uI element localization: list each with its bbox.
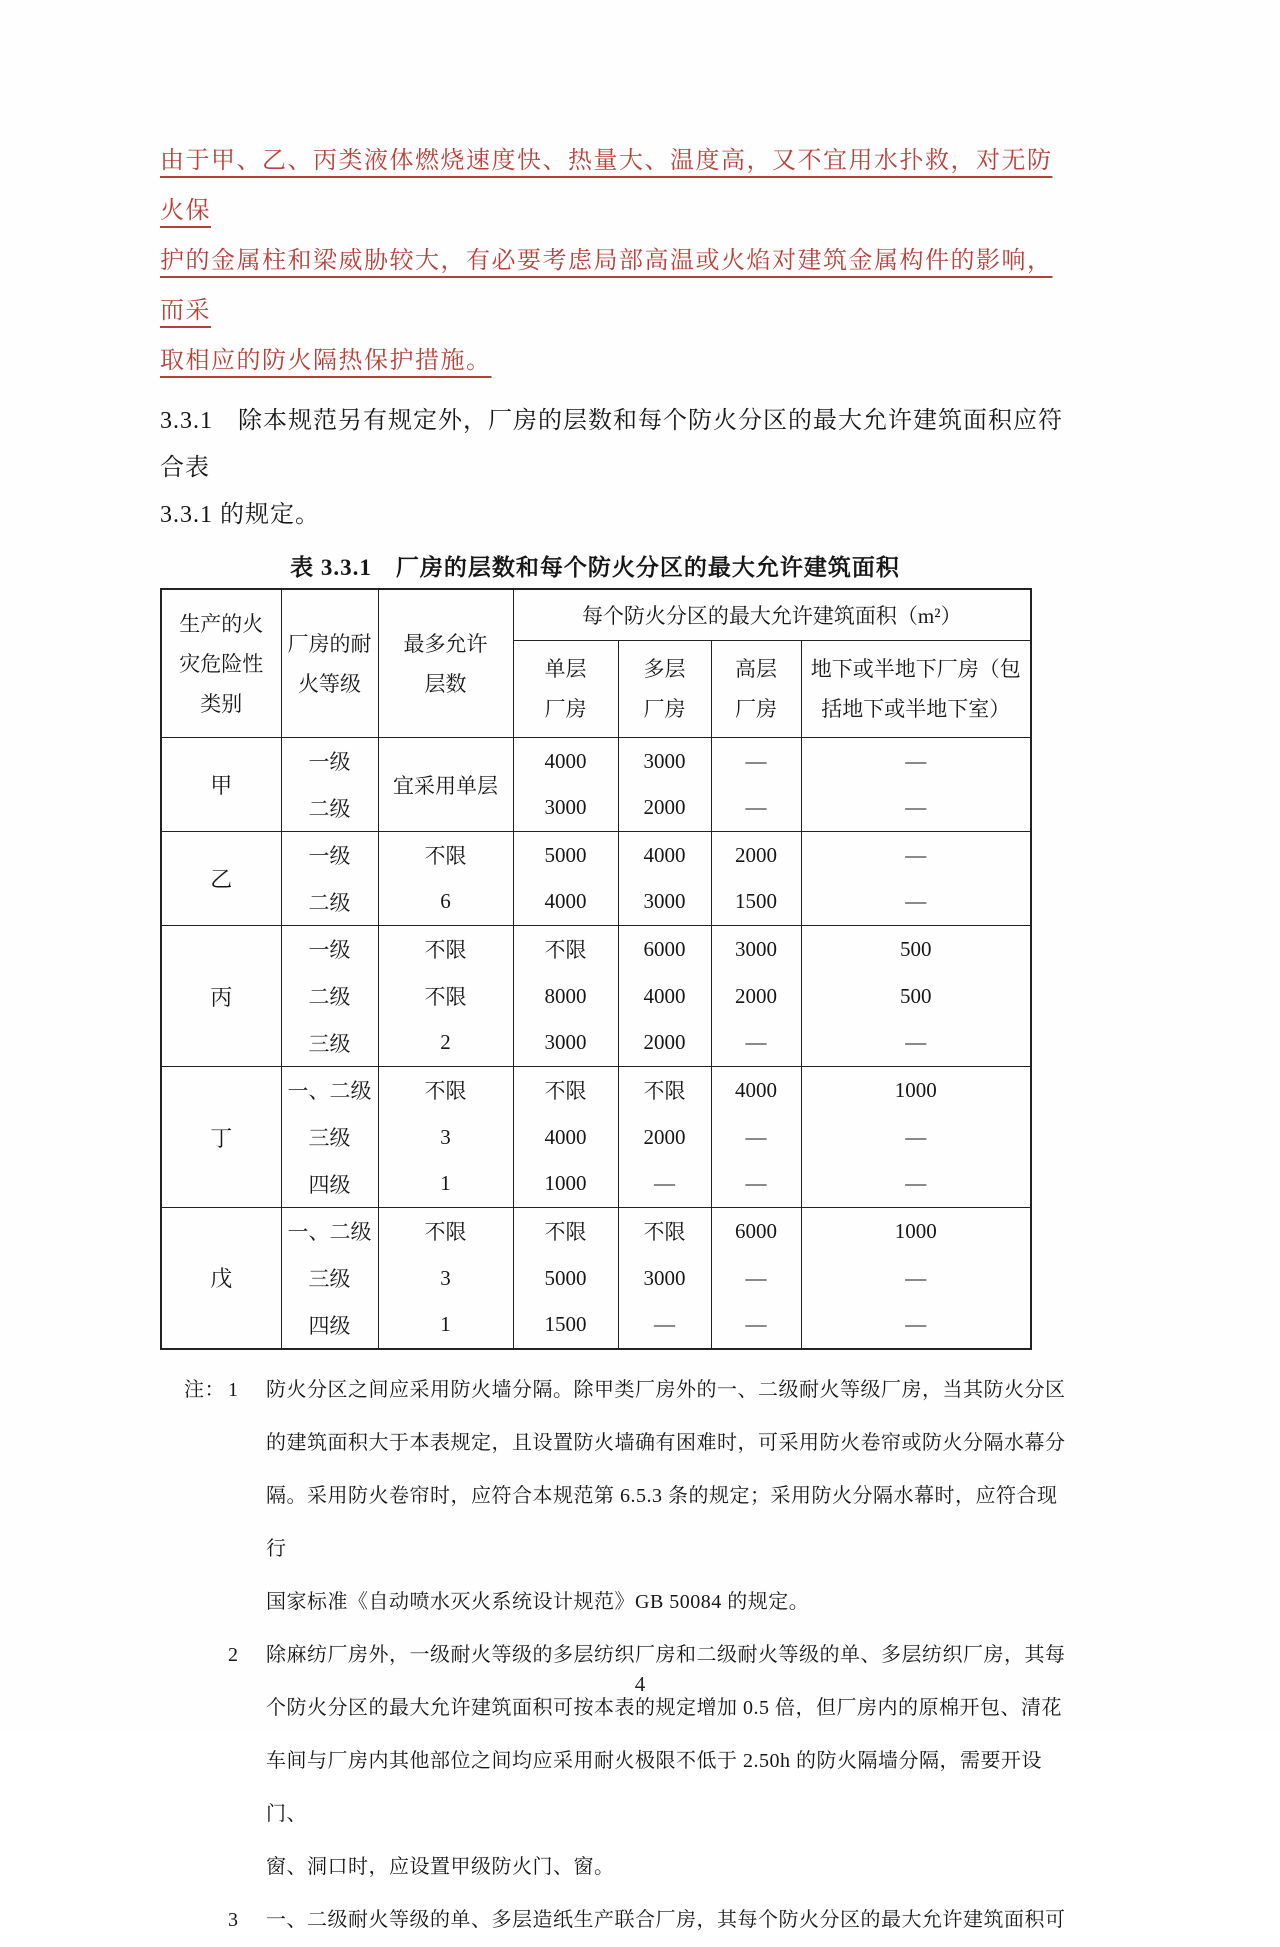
cell-multi: 2000: [618, 1114, 711, 1161]
table-row: [161, 832, 1031, 879]
cell-single: 4000: [513, 738, 618, 785]
table-row: [161, 879, 1031, 926]
cell-grade: 三级: [281, 1114, 378, 1161]
note-number: 2: [228, 1643, 239, 1666]
cell-high: 3000: [711, 926, 801, 973]
cell-floors: 3: [378, 1114, 513, 1161]
table-row: [161, 1208, 1031, 1255]
cell-grade: 三级: [281, 1255, 378, 1302]
cell-high: —: [711, 1020, 801, 1067]
cell-category: 丁: [161, 1067, 281, 1208]
cell-category: 乙: [161, 832, 281, 926]
header-high-rise: 高层 厂房: [711, 641, 801, 738]
cell-floors: 不限: [378, 926, 513, 973]
cell-underground: —: [801, 1302, 1031, 1349]
cell-multi: 6000: [618, 926, 711, 973]
cell-high: 2000: [711, 973, 801, 1020]
cell-floors: 1: [378, 1302, 513, 1349]
cell-floors: 6: [378, 879, 513, 926]
cell-underground: —: [801, 738, 1031, 785]
note-number: 1: [228, 1378, 239, 1401]
cell-high: —: [711, 1302, 801, 1349]
cell-grade: 一级: [281, 738, 378, 785]
highlighted-revision-paragraph: 由于甲、乙、丙类液体燃烧速度快、热量大、温度高，又不宜用水扑救，对无防火保 护的金属柱和梁威胁较大，有必要考虑局部高温或火焰对建筑金属构件的影响，而采 取相应的防火隔热保护措施。: [160, 148, 1053, 374]
cell-floors: 不限: [378, 973, 513, 1020]
cell-floors: 不限: [378, 832, 513, 879]
cell-multi: 2000: [618, 785, 711, 832]
cell-category: 戊: [161, 1208, 281, 1349]
cell-single: 8000: [513, 973, 618, 1020]
cell-high: 1500: [711, 879, 801, 926]
cell-single: 不限: [513, 926, 618, 973]
cell-multi: 不限: [618, 1208, 711, 1255]
note-text: 防火分区之间应采用防火墙分隔。除甲类厂房外的一、二级耐火等级厂房，当其防火分区 的建筑面积大于本表规定，且设置防火墙确有困难时，可采用防火卷帘或防火分隔水幕分 隔。采用防火卷帘时，应符合本规范第 6.5.3 条的规定；采用防火分隔水幕时，应符合现行 国家标准《自动喷水灭火系统设计规范》GB 50084 的规定。: [266, 1378, 1066, 1613]
cell-single: 不限: [513, 1067, 618, 1114]
table-row: [161, 1067, 1031, 1114]
note-item-3: [184, 1894, 1120, 1947]
cell-multi: 不限: [618, 1067, 711, 1114]
note-text: 除麻纺厂房外，一级耐火等级的多层纺织厂房和二级耐火等级的单、多层纺织厂房，其每 个防火分区的最大允许建筑面积可按本表的规定增加 0.5 倍，但厂房内的原棉开包、清花 车间与厂房内其他部位之间均应采用耐火极限不低于 2.50h 的防火隔墙分隔，需要开设门、 窗、洞口时，应设置甲级防火门、窗。: [266, 1643, 1066, 1878]
table-row: [161, 1255, 1031, 1302]
cell-underground: —: [801, 1255, 1031, 1302]
cell-underground: 500: [801, 973, 1031, 1020]
cell-floors: 3: [378, 1255, 513, 1302]
cell-multi: —: [618, 1161, 711, 1208]
cell-high: 4000: [711, 1067, 801, 1114]
cell-high: 2000: [711, 832, 801, 879]
table-row: [161, 1114, 1031, 1161]
cell-multi: 4000: [618, 832, 711, 879]
table-notes: [184, 1364, 1120, 1947]
cell-grade: 二级: [281, 973, 378, 1020]
cell-grade: 一级: [281, 926, 378, 973]
note-label: 注：: [184, 1378, 225, 1401]
header-underground: 地下或半地下厂房（包 括地下或半地下室）: [801, 641, 1031, 738]
table-row: [161, 1020, 1031, 1067]
cell-single: 5000: [513, 832, 618, 879]
cell-high: —: [711, 1114, 801, 1161]
cell-floors: 宜采用单层: [378, 738, 513, 832]
table-row: [161, 1161, 1031, 1208]
cell-underground: —: [801, 879, 1031, 926]
cell-category: 甲: [161, 738, 281, 832]
note-item-1: [184, 1364, 1120, 1629]
cell-grade: 二级: [281, 879, 378, 926]
header-area-group: 每个防火分区的最大允许建筑面积（m²）: [513, 589, 1031, 641]
cell-underground: —: [801, 785, 1031, 832]
cell-single: 4000: [513, 879, 618, 926]
header-max-floors: 最多允许 层数: [378, 589, 513, 738]
cell-single: 3000: [513, 785, 618, 832]
table-row: [161, 785, 1031, 832]
cell-underground: 1000: [801, 1067, 1031, 1114]
cell-category: 丙: [161, 926, 281, 1067]
cell-grade: 一、二级: [281, 1067, 378, 1114]
clause-3-3-1-text: 3.3.1 除本规范另有规定外，厂房的层数和每个防火分区的最大允许建筑面积应符合表 3.3.1 的规定。: [160, 408, 1063, 528]
table-row: [161, 1302, 1031, 1349]
header-category: 生产的火 灾危险性 类别: [161, 589, 281, 738]
cell-grade: 四级: [281, 1302, 378, 1349]
table-row: [161, 738, 1031, 785]
cell-grade: 四级: [281, 1161, 378, 1208]
cell-multi: 3000: [618, 879, 711, 926]
cell-grade: 二级: [281, 785, 378, 832]
header-fire-grade: 厂房的耐 火等级: [281, 589, 378, 738]
cell-high: 6000: [711, 1208, 801, 1255]
cell-high: —: [711, 785, 801, 832]
table-title: 表 3.3.1 厂房的层数和每个防火分区的最大允许建筑面积: [290, 555, 900, 580]
cell-single: 不限: [513, 1208, 618, 1255]
cell-underground: 500: [801, 926, 1031, 973]
table-row: [161, 926, 1031, 973]
cell-underground: 1000: [801, 1208, 1031, 1255]
cell-high: —: [711, 1255, 801, 1302]
cell-grade: 一级: [281, 832, 378, 879]
cell-underground: —: [801, 1020, 1031, 1067]
cell-underground: —: [801, 832, 1031, 879]
cell-single: 4000: [513, 1114, 618, 1161]
cell-grade: 三级: [281, 1020, 378, 1067]
cell-single: 5000: [513, 1255, 618, 1302]
cell-multi: 3000: [618, 738, 711, 785]
table-3-3-1: [160, 588, 1032, 1350]
cell-multi: 2000: [618, 1020, 711, 1067]
cell-single: 1000: [513, 1161, 618, 1208]
header-multi-storey: 多层 厂房: [618, 641, 711, 738]
cell-single: 1500: [513, 1302, 618, 1349]
cell-single: 3000: [513, 1020, 618, 1067]
cell-high: —: [711, 1161, 801, 1208]
cell-underground: —: [801, 1114, 1031, 1161]
cell-underground: —: [801, 1161, 1031, 1208]
cell-floors: 1: [378, 1161, 513, 1208]
table-row: [161, 973, 1031, 1020]
page-number: 4: [634, 1672, 646, 1696]
cell-floors: 2: [378, 1020, 513, 1067]
cell-multi: —: [618, 1302, 711, 1349]
cell-floors: 不限: [378, 1208, 513, 1255]
cell-high: —: [711, 738, 801, 785]
note-text: 一、二级耐火等级的单、多层造纸生产联合厂房，其每个防火分区的最大允许建筑面积可: [266, 1908, 1066, 1931]
note-number: 3: [228, 1908, 239, 1931]
header-single-storey: 单层 厂房: [513, 641, 618, 738]
cell-grade: 一、二级: [281, 1208, 378, 1255]
cell-multi: 3000: [618, 1255, 711, 1302]
cell-floors: 不限: [378, 1067, 513, 1114]
cell-multi: 4000: [618, 973, 711, 1020]
note-item-2: [184, 1629, 1120, 1894]
